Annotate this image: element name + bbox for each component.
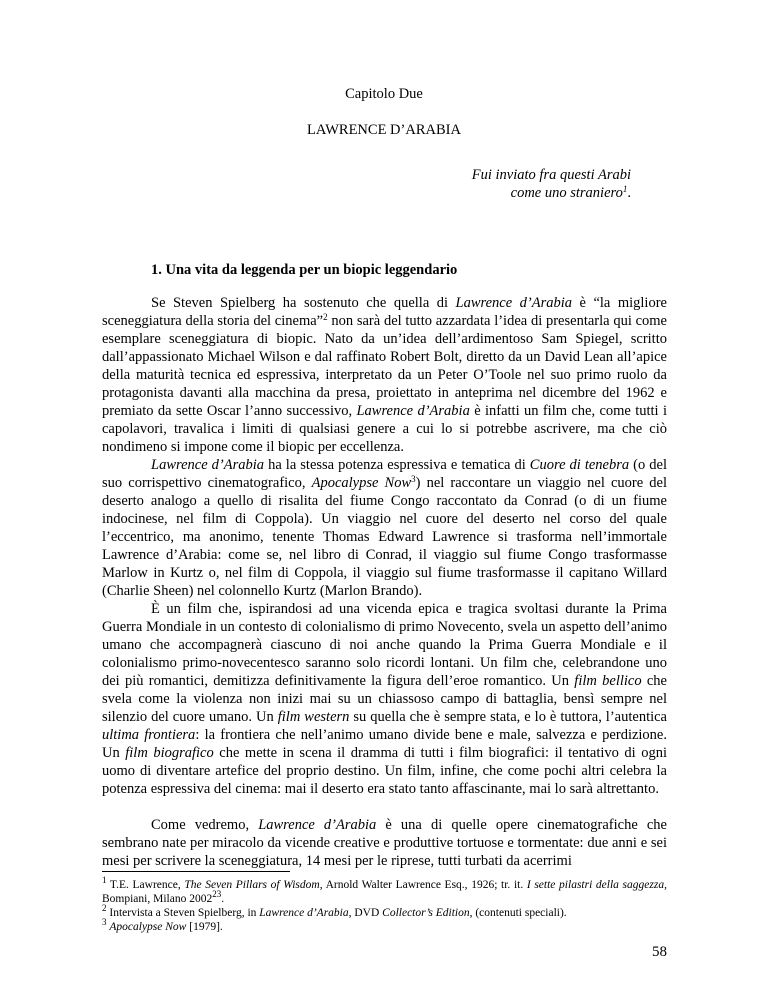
italic-term: film western <box>277 709 350 725</box>
footnote-number: 1 <box>102 875 107 885</box>
paragraph-4 <box>102 816 667 870</box>
text-run: non sarà del tutto azzardata l’idea di presentarla qui come esemplare sceneggiatura di biopic. Nato da un’idea dell’ardimentoso Sam Spiegel, scritto dall’appassionato Michael Wilson e dal raffinato Robert Bolt, diretto da un David Lean all’apice della maturità tecnica ed espressiva, interpretato da un Peter O’Toole nel suo primo ruolo da protagonista davanti alla macchina da presa, proiettato in anteprima nel dicembre del 1962 e premiato da sette Oscar l’anno successivo, <box>102 313 667 419</box>
footnote-3 <box>102 917 667 934</box>
text-run: che svela come la violenza non inizi mai su un chiassoso campo di battaglia, bensì sempre nel silenzio del cuore umano. Un <box>102 673 667 725</box>
italic-term: film bellico <box>574 673 642 689</box>
footnote-2 <box>102 903 667 920</box>
italic-title: Lawrence d’Arabia <box>356 403 470 419</box>
text-run: è una di quelle opere cinematografiche che sembrano nate per miracolo da vicende creative e produttive tortuose e tormentate: due anni e sei mesi per scrivere la sceneggiatura, 14 mesi per le riprese, tutti turbati da acerrimi <box>102 817 667 869</box>
epigraph-line-2-text: come uno straniero <box>510 185 623 201</box>
epigraph-end: . <box>627 185 631 201</box>
page-number: 58 <box>652 944 667 960</box>
italic-title: Collector’s Edition <box>382 907 470 919</box>
text-run: è “la migliore sceneggiatura della storia del cinema” <box>102 295 667 329</box>
text-run: , (contenuti speciali). <box>469 907 567 919</box>
paragraph-1 <box>102 294 667 456</box>
footnote-ref-2[interactable]: 2 <box>323 312 328 322</box>
italic-title: The Seven Pillars of Wisdom <box>184 879 320 891</box>
text-run: [1979]. <box>186 921 223 933</box>
chapter-label: Capitolo Due <box>345 86 423 102</box>
text-run: T.E. Lawrence, <box>106 879 185 891</box>
section-title: 1. Una vita da leggenda per un biopic leggendario <box>151 262 458 278</box>
paragraph-3 <box>102 600 667 798</box>
text-run: ha la stessa potenza espressiva e tematica di <box>264 457 530 473</box>
paragraph-2 <box>102 456 667 600</box>
italic-term: film biografico <box>125 745 214 761</box>
text-run: , Arnold Walter Lawrence Esq., 1926; tr. it. <box>319 879 527 891</box>
italic-title: Lawrence d’Arabia <box>455 295 573 311</box>
text-run: che mette in scena il dramma di tutti i film biografici: il tentativo di ogni uomo di diventare artefice del proprio destino. Un film, infine, che come pochi altri celebra la potenza espressiva del cinema: mai il deserto era stato tanto affascinante, mai lo sarà altrettanto. <box>102 745 667 797</box>
text-run: È un film che, ispirandosi ad una vicenda epica e tragica svoltasi durante la Prima Guerra Mondiale in un contesto di colonialismo di primo Novecento, svela un aspetto dell’animo umano che accompagnerà ciascuno di noi anche quando la Prima Guerra Mondiale e il colonialismo primo-novecentesco saranno solo ricordi lontani. Un film che, celebrandone uno dei più romantici, demitizza definitivamente la figura dell’eroe romantico. Un <box>102 601 667 689</box>
italic-title: Lawrence d’Arabia <box>259 907 349 919</box>
footnote-ref-1[interactable]: 1 <box>622 184 628 194</box>
footnote-number: 2 <box>102 903 107 913</box>
italic-title: Apocalypse Now <box>311 475 412 491</box>
text-run: è infatti un film che, come tutti i capolavori, travalica i limiti di qualsiasi genere a cui lo si potrebbe ascrivere, ma che ciò nondimeno si impone come il biopic per eccellenza. <box>102 403 667 455</box>
text-run: , Bompiani, Milano 2002 <box>102 879 667 905</box>
footnote-divider <box>102 871 290 872</box>
footnote-ref-3[interactable]: 3 <box>411 474 416 484</box>
epigraph-line-2 <box>472 184 631 202</box>
text-run: ) nel raccontare un viaggio nel cuore del deserto analogo a quello di risalita del fiume Congo raccontato da Conrad (o di un fiume indocinese, nel film di Coppola). Un viaggio nel cuore del deserto nel corso del quale l’eccentrico, ma anonimo, tenente Thomas Edward Lawrence si trasforma nell’immortale Lawrence d’Arabia: come se, nel libro di Conrad, il viaggio sul fiume Congo trasformasse Marlow in Kurtz o, nel film di Coppola, il viaggio sul fiume trasformasse il capitano Willard (Charlie Sheen) nel colonnello Kurtz (Marlon Brando). <box>102 475 667 599</box>
text-run: Intervista a Steven Spielberg, in <box>106 907 260 919</box>
italic-title: Apocalypse Now <box>109 921 187 933</box>
text-run: Come vedremo, <box>151 817 259 833</box>
superscript: 23 <box>212 889 222 899</box>
italic-title: Lawrence d’Arabia <box>151 457 265 473</box>
epigraph <box>472 166 631 202</box>
footnotes <box>102 875 667 934</box>
text-run: su quella che è sempre stata, e lo è tuttora, l’autentica <box>349 709 667 725</box>
text-run: . <box>221 893 225 905</box>
italic-title: Lawrence d’Arabia <box>258 817 377 833</box>
text-run: (o del suo corrispettivo cinematografico, <box>102 457 667 491</box>
footnote-1 <box>102 875 667 906</box>
italic-term: ultima frontiera <box>102 727 196 743</box>
chapter-title: LAWRENCE D’ARABIA <box>307 122 461 138</box>
epigraph-line-1: Fui inviato fra questi Arabi <box>471 167 631 183</box>
italic-title: Cuore di tenebra <box>529 457 630 473</box>
text-run: , DVD <box>348 907 383 919</box>
italic-title: I sette pilastri della saggezza <box>526 879 665 891</box>
text-run: : la frontiera che nell’animo umano divide bene e male, salvezza e perdizione. Un <box>102 727 667 761</box>
body-text <box>102 294 667 870</box>
footnote-number: 3 <box>102 917 107 927</box>
text-run: Se Steven Spielberg ha sostenuto che quella di <box>151 295 456 311</box>
